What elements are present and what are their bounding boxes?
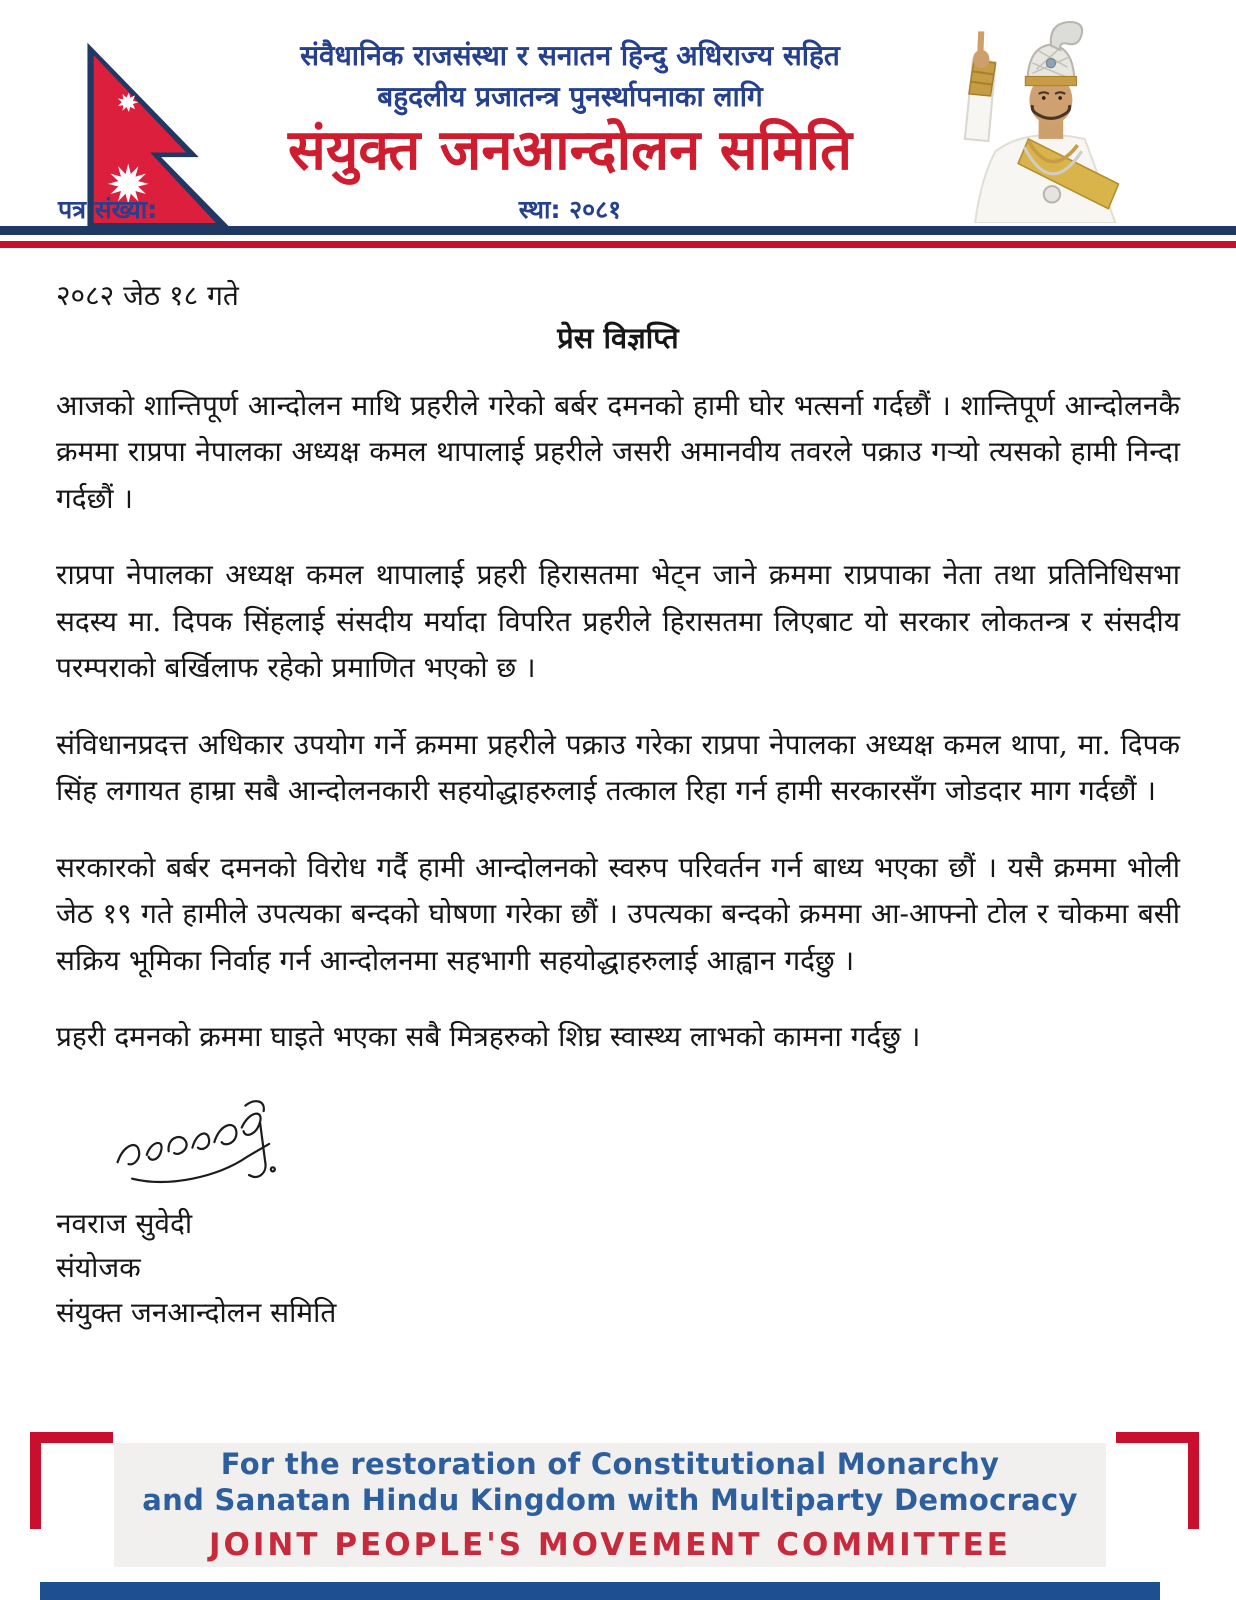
- letterhead: [0, 0, 1236, 250]
- letter-date: २०८२ जेठ १८ गते: [56, 279, 239, 312]
- paragraph-1: आजको शान्तिपूर्ण आन्दोलन माथि प्रहरीले गरेको बर्बर दमनको हामी घोर भत्सर्ना गर्दछौं । शान्तिपूर्ण आन्दोलनकै क्रममा राप्रपा नेपालका अध्यक्ष कमल थापालाई प्रहरीले जसरी अमानवीय तवरले पक्राउ गऱ्यो त्यसको हामी निन्दा गर्दछौं ।: [56, 389, 1180, 515]
- letter-body: [0, 262, 1236, 1336]
- footer-slogan-line2: and Sanatan Hindu Kingdom with Multiparty Democracy: [142, 1482, 1078, 1517]
- corner-bracket-right: [1116, 1432, 1199, 1529]
- handwritten-signature-image: [108, 1091, 328, 1196]
- signatory-role: संयोजक: [56, 1251, 141, 1285]
- divider-red-rule: [0, 241, 1236, 248]
- footer-committee-name: JOINT PEOPLE'S MOVEMENT COMMITTEE: [209, 1526, 1011, 1563]
- letterhead-line1: संवैधानिक राजसंस्था र सनातन हिन्दु अधिराज्य सहित: [300, 39, 840, 72]
- established-label: स्था: २०८१: [518, 194, 622, 224]
- paragraph-5: प्रहरी दमनको क्रममा घाइते भएका सबै मित्रहरुको शिघ्र स्वास्थ्य लाभको कामना गर्दछु ।: [56, 1020, 921, 1054]
- press-release-title: प्रेस विज्ञप्ति: [557, 321, 679, 355]
- footer-slogan-box: [114, 1443, 1106, 1567]
- paragraph-3: संविधानप्रदत्त अधिकार उपयोग गर्ने क्रममा प्रहरीले पक्राउ गरेका राप्रपा नेपालका अध्यक्ष कमल थापा, मा. दिपक सिंह लगायत हाम्रा सबै आन्दोलनकारी सहयोद्धाहरुलाई तत्काल रिहा गर्न हामी सरकारसँग जोडदार माग गर्दछौं ।: [56, 727, 1180, 808]
- divider-blue-rule: [0, 226, 1236, 235]
- king-portrait-image: [868, 18, 1158, 223]
- letterhead-line2: बहुदलीय प्रजातन्त्र पुनर्स्थापनाका लागि: [377, 79, 763, 113]
- footer-blue-bar: [40, 1582, 1160, 1600]
- signatory-name: नवराज सुवेदी: [56, 1206, 193, 1240]
- footer-slogan-line1: For the restoration of Constitutional Monarchy: [220, 1447, 1000, 1482]
- letterhead-text-block: [150, 36, 990, 226]
- letter-number-label: पत्र संख्या:: [58, 195, 158, 224]
- organization-name: संयुक्त जनआन्दोलन समिति: [288, 118, 852, 184]
- paragraph-2: राप्रपा नेपालका अध्यक्ष कमल थापालाई प्रहरी हिरासतमा भेट्न जाने क्रममा राप्रपाका नेता तथा प्रतिनिधिसभा सदस्य मा. दिपक सिंहलाई संसदीय मर्यादा विपरित प्रहरीले हिरासतमा लिएबाट यो सरकार लोकतन्त्र र संसदीय परम्पराको बर्खिलाफ रहेको प्रमाणित भएको छ ।: [56, 558, 1180, 685]
- paragraph-4: सरकारको बर्बर दमनको विरोध गर्दै हामी आन्दोलनको स्वरुप परिवर्तन गर्न बाध्य भएका छौं । यसै क्रममा भोली जेठ १९ गते हामीले उपत्यका बन्दको घोषणा गरेका छौं । उपत्यका बन्दको क्रममा आ-आफ्नो टोल र चोकमा बसी सक्रिय भूमिका निर्वाह गर्न आन्दोलनमा सहभागी सहयोद्धाहरुलाई आह्वान गर्दछु ।: [56, 850, 1180, 977]
- corner-bracket-left: [30, 1432, 113, 1529]
- signatory-organization: संयुक्त जनआन्दोलन समिति: [56, 1296, 337, 1330]
